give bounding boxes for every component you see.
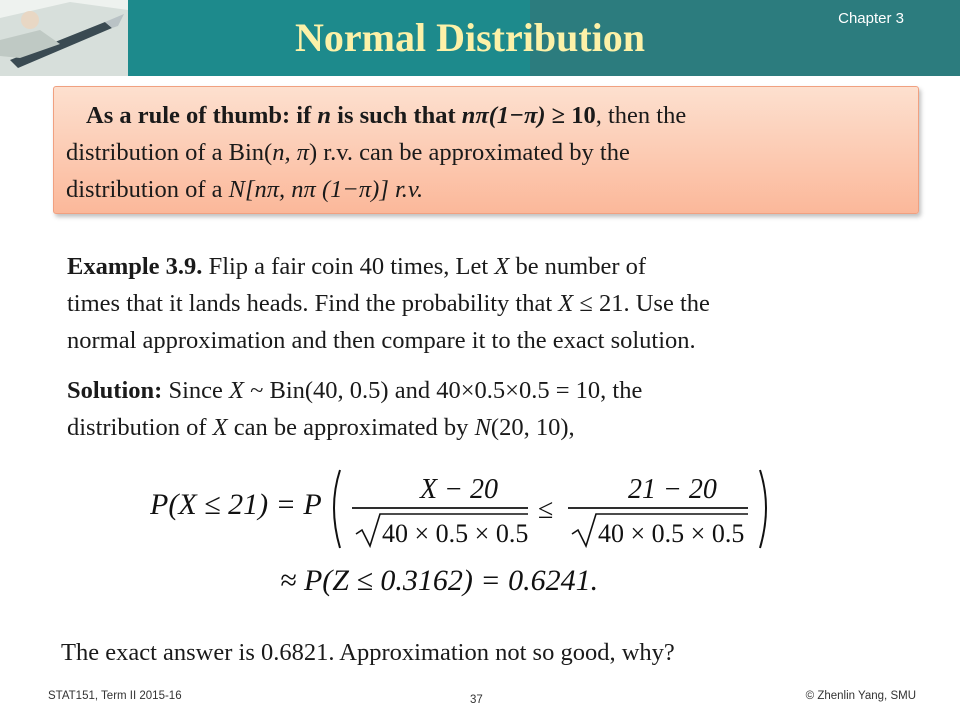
rule-cond-tail: ≥ 10 [551,102,596,129]
solution-text2: ~ Bin(40, 0.5) and 40×0.5×0.5 = 10, the [250,377,643,404]
header-photo [0,0,128,76]
solution-var: X [229,377,244,404]
rule-of-thumb-box [53,86,919,214]
footer-page-number: 37 [470,694,483,706]
solution-text1: Since [168,377,223,404]
formula-num2: 21 − 20 [628,474,717,505]
example-line3: normal approximation and then compare it to the exact solution. [67,327,696,354]
solution-var-2: X [212,414,228,441]
example-paragraph [67,248,917,359]
solution-label: Solution: [67,377,163,404]
example-text1: Flip a fair coin 40 times, Let [208,253,489,280]
rule-line2c: ) r.v. can be approximated by the [308,139,630,166]
example-var-2: X [558,290,574,317]
solution-line2c: (20, 10), [490,414,575,441]
solution-line2b: can be approximated by [233,414,469,441]
example-line2a: times that it lands heads. Find the probability that [67,290,553,317]
rule-line1-tail: , then the [595,102,687,129]
rule-cond-mid: is such that [337,102,456,129]
slide-title: Normal Distribution [295,15,645,60]
pen-illustration-icon [0,0,128,76]
formula-le: ≤ [538,494,554,525]
conclusion-text: The exact answer is 0.6821. Approximation not so good, why? [61,639,675,666]
formula-den2: 40 × 0.5 × 0.5 [598,519,745,548]
rule-line3a: distribution of a [66,176,223,203]
rule-line2a: distribution of a Bin( [66,139,273,166]
right-paren-icon [760,470,766,548]
example-line2b: ≤ 21. Use the [579,290,710,317]
left-paren-icon [334,470,340,548]
slide-header [0,0,960,76]
example-text2: be number of [515,253,647,280]
formula-den1: 40 × 0.5 × 0.5 [382,519,529,548]
formula-approx-line: ≈ P(Z ≤ 0.3162) = 0.6241. [280,564,599,597]
rule-n: n [317,102,332,129]
solution-dist: N [474,414,491,441]
formula-lhs: P(X ≤ 21) = P [150,488,322,521]
footer-course: STAT151, Term II 2015-16 [48,690,182,702]
example-var: X [494,253,510,280]
chapter-label: Chapter 3 [838,10,904,27]
rule-line3c: [nπ, nπ (1−π)] r.v. [244,176,424,203]
footer-author: © Zhenlin Yang, SMU [805,690,916,702]
rule-of-thumb-text [66,97,906,208]
normal-approximation-formula [150,462,810,602]
rule-line2b: n, π [272,139,309,166]
solution-line2a: distribution of [67,414,207,441]
rule-lead: As a rule of thumb: if [86,102,312,129]
rule-line3b: N [228,176,245,203]
rule-cond-expr: nπ(1−π) [461,102,546,129]
formula-num1: X − 20 [420,474,498,505]
solution-paragraph [67,372,917,446]
example-label: Example 3.9. [67,253,203,280]
